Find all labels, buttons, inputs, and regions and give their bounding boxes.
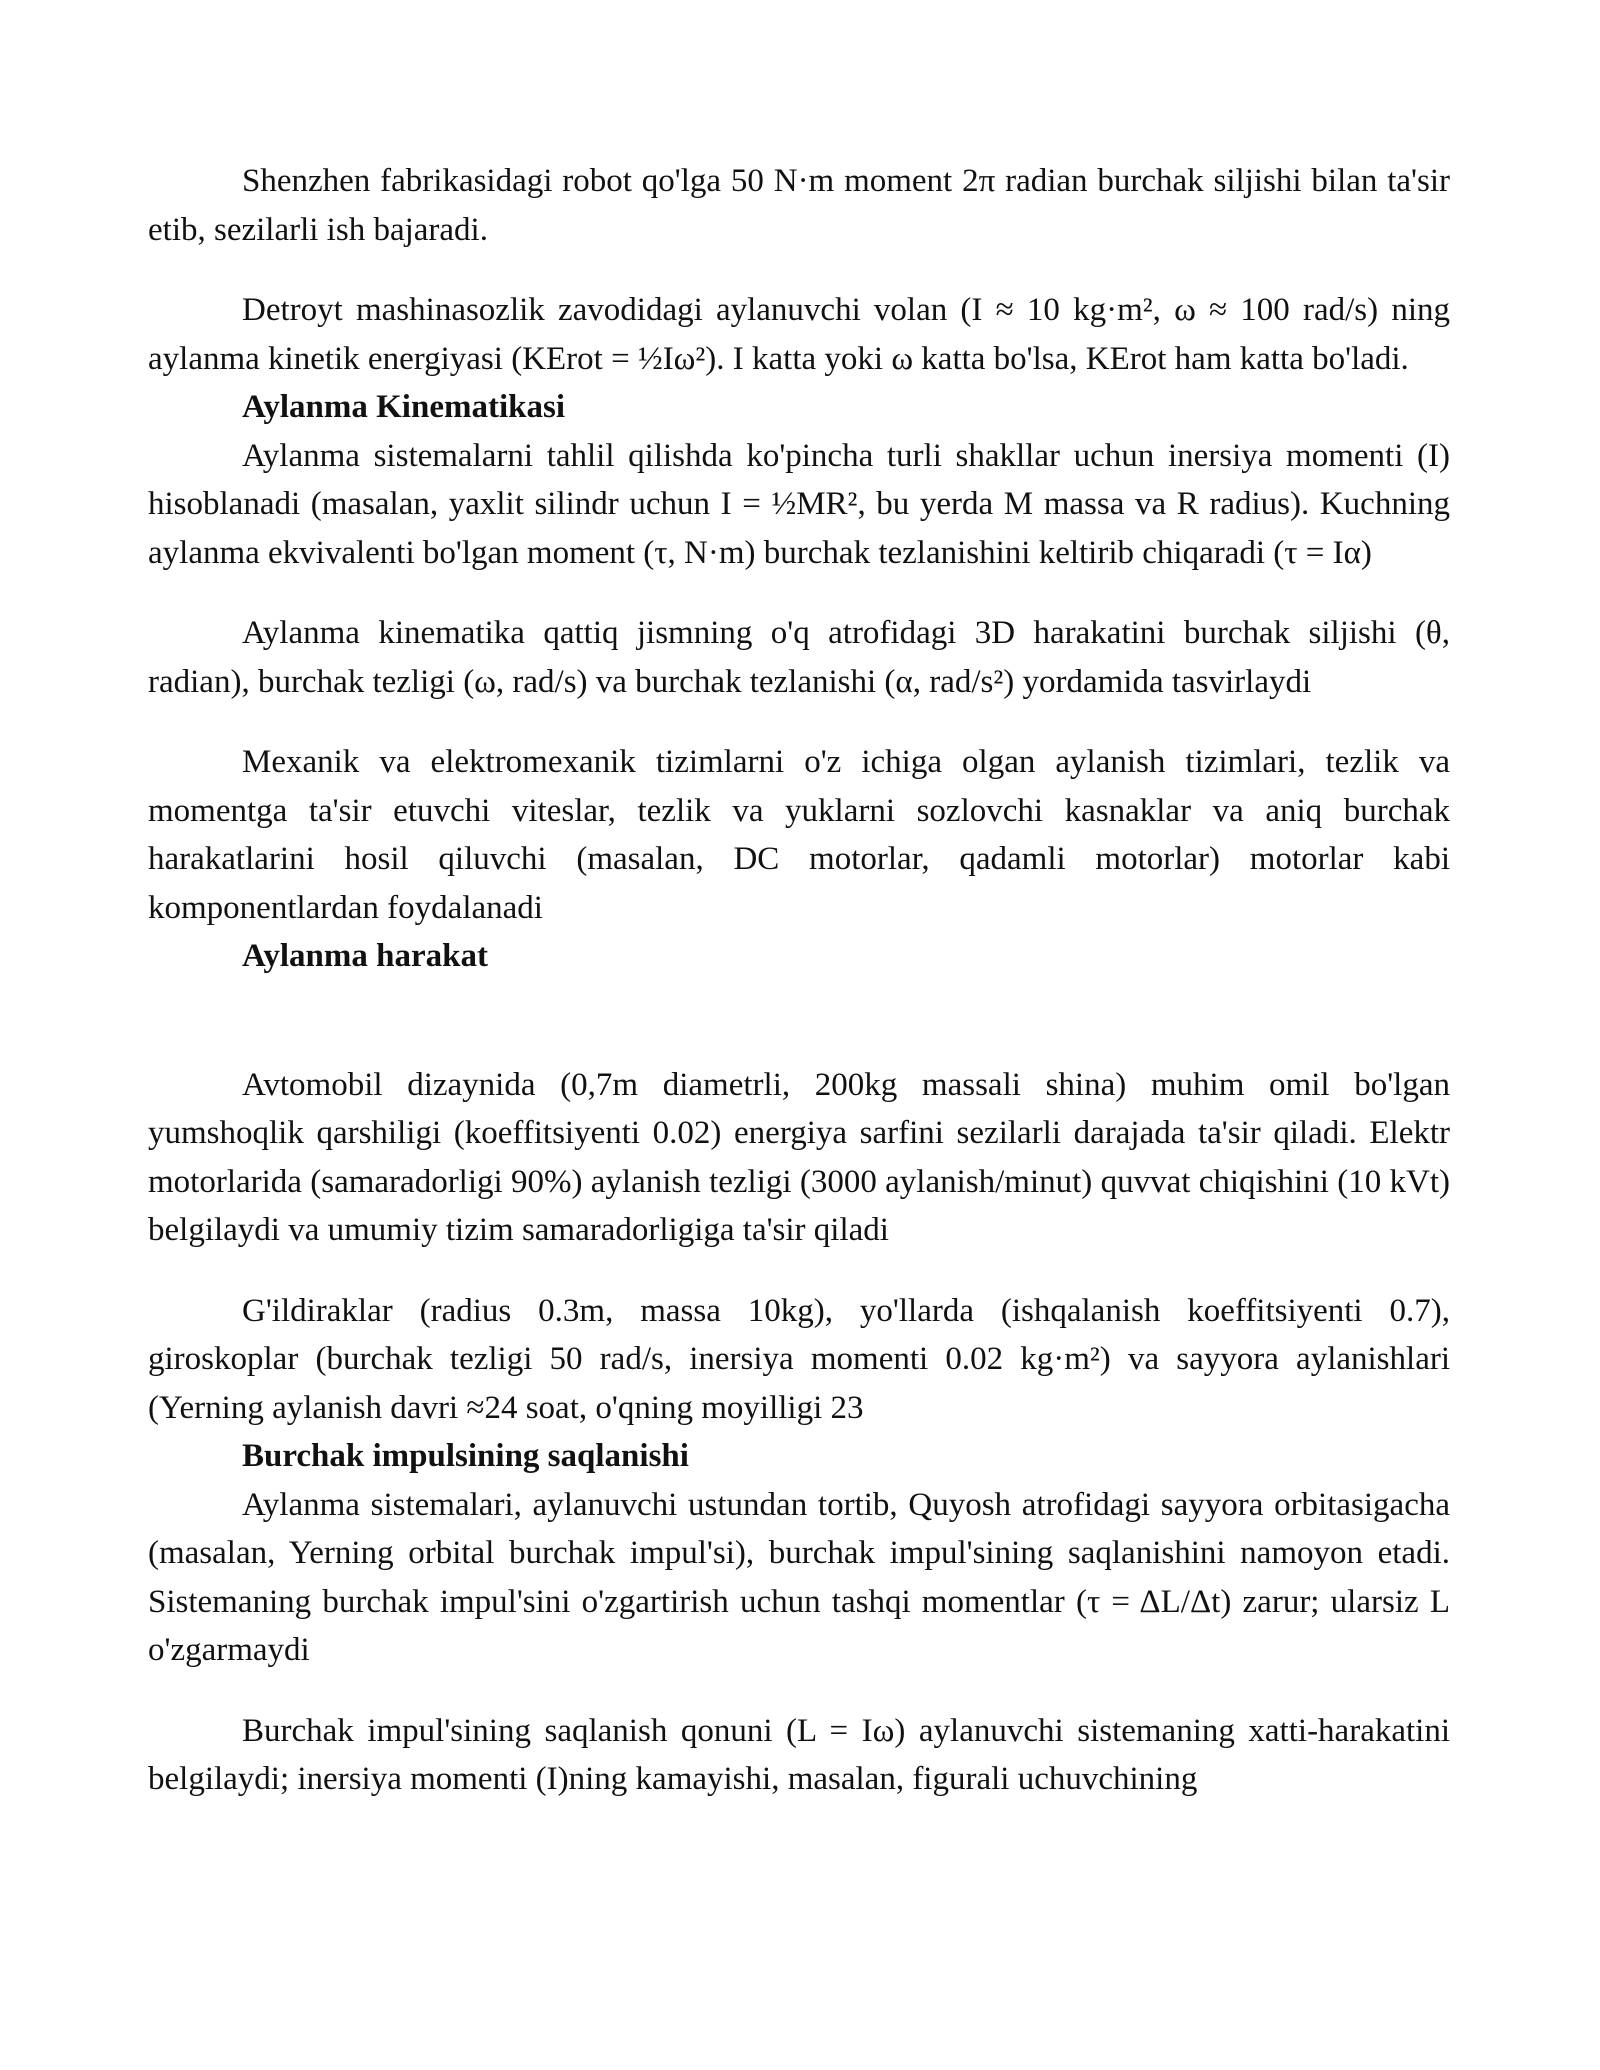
paragraph-automotive: Avtomobil dizaynida (0,7m diametrli, 200kg massali shina) muhim omil bo'lgan yumshoqlik qarshiligi (koeffitsiyenti 0.02) energiya sarfini sezilarli darajada ta'sir qiladi. Elektr motorlarida (samaradorligi 90%) aylanish tezligi (3000 aylanish/minut) quvvat chiqishini (10 kVt) belgilaydi va umumiy tizim samaradorligiga ta'sir qiladi bbox=[148, 1066, 1450, 1248]
heading-rotational-kinematics: Aylanma Kinematikasi bbox=[242, 389, 565, 425]
heading-angular-momentum-conservation: Burchak impulsining saqlanishi bbox=[242, 1438, 689, 1474]
paragraph-angular-momentum-systems: Aylanma sistemalari, aylanuvchi ustundan tortib, Quyosh atrofidagi sayyora orbitasigacha (masalan, Yerning orbital burchak impul'si), burchak impul'sining saqlanishini namoyon etadi. Sistemaning burchak impul'sini o'zgartirish uchun tashqi momentlar (τ = ΔL/Δt) zarur; ularsiz L o'zgarmaydi bbox=[148, 1486, 1450, 1668]
paragraph-kinematics-description: Aylanma kinematika qattiq jismning o'q atrofidagi 3D harakatini burchak siljishi (θ, radian), burchak tezligi (ω, rad/s) va burchak tezlanishi (α, rad/s²) yordamida tasvirlaydi bbox=[148, 615, 1450, 700]
paragraph-moment-of-inertia: Aylanma sistemalarni tahlil qilishda ko'pincha turli shakllar uchun inersiya momenti (I) hisoblanadi (masalan, yaxlit silindr uchun I = ½MR², bu yerda M massa va R radius). Kuchning aylanma ekvivalenti bo'lgan moment (τ, N·m) burchak tezlanishini keltirib chiqaradi (τ = Iα) bbox=[148, 437, 1450, 571]
paragraph-conservation-law: Burchak impul'sining saqlanish qonuni (L = Iω) aylanuvchi sistemaning xatti-harakatini belgilaydi; inersiya momenti (I)ning kamayishi, masalan, figurali uchuvchining bbox=[148, 1712, 1450, 1797]
paragraph-wheels-gyroscopes: G'ildiraklar (radius 0.3m, massa 10kg), yo'llarda (ishqalanish koeffitsiyenti 0.7), giroskoplar (burchak tezligi 50 rad/s, inersiya momenti 0.02 kg·m²) va sayyora aylanishlari (Yerning aylanish davri ≈24 soat, o'qning moyilligi 23 bbox=[148, 1292, 1450, 1426]
heading-rotational-motion: Aylanma harakat bbox=[242, 938, 488, 974]
paragraph-flywheel: Detroyt mashinasozlik zavodidagi aylanuvchi volan (I ≈ 10 kg·m², ω ≈ 100 rad/s) ning aylanma kinetik energiyasi (KErot = ½Iω²). I katta yoki ω katta bo'lsa, KErot ham katta bo'ladi. bbox=[148, 292, 1450, 377]
paragraph-mechanical-systems: Mexanik va elektromexanik tizimlarni o'z ichiga olgan aylanish tizimlari, tezlik va momentga ta'sir etuvchi viteslar, tezlik va yuklarni sozlovchi kasnaklar va aniq burchak harakatlarini hosil qiluvchi (masalan, DC motorlar, qadamli motorlar) motorlar kabi komponentlardan foydalanadi bbox=[148, 744, 1450, 926]
document-page bbox=[148, 157, 1450, 1804]
paragraph-robot-arm: Shenzhen fabrikasidagi robot qo'lga 50 N·m moment 2π radian burchak siljishi bilan ta'sir etib, sezilarli ish bajaradi. bbox=[148, 163, 1450, 248]
